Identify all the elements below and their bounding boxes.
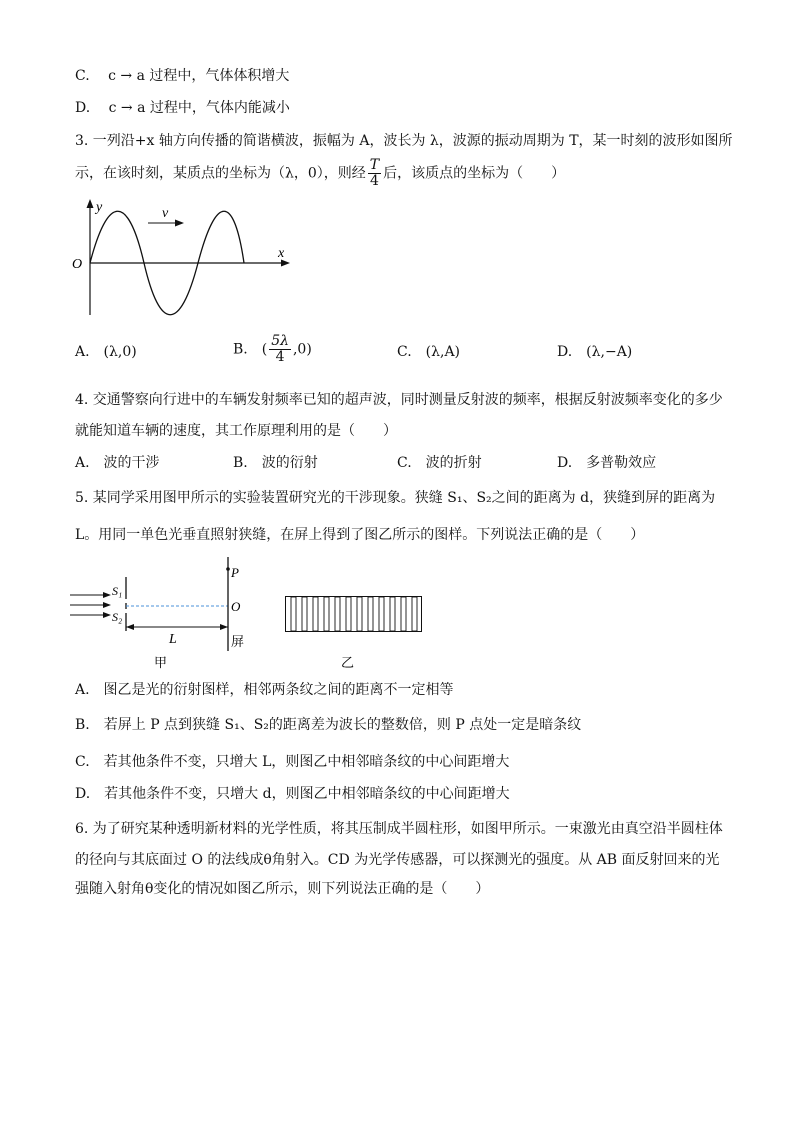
q3-option-b-fraction (269, 334, 291, 365)
q3-option-b-pre: B. ( (233, 341, 268, 358)
q3-option-d: D. (λ,−A) (557, 344, 633, 360)
q4-option-c: C. 波的折射 (397, 455, 482, 471)
q4-option-a: A. 波的干涉 (75, 455, 160, 471)
q2-option-d: D. c → a 过程中，气体内能减小 (75, 100, 290, 116)
q4-option-d: D. 多普勒效应 (557, 455, 657, 471)
q3-wave-figure (70, 195, 300, 320)
q3-stem-line2-post: 后，该质点的坐标为（ ） (383, 165, 566, 182)
q5-option-c: C. 若其他条件不变，只增大 L，则图乙中相邻暗条纹的中心间距增大 (75, 754, 510, 770)
velocity-arrowhead (175, 220, 184, 227)
fringe-stripe (313, 597, 318, 631)
distance-l-arrow-right (220, 624, 228, 630)
q4-stem-line2: 就能知道车辆的速度，其工作原理利用的是（ ） (75, 423, 397, 439)
q3-stem-line1: 3. 一列沿+x 轴方向传播的简谐横波，振幅为 A，波长为 λ，波源的振动周期为 T，某一时刻的波形如图所 (75, 133, 733, 149)
fringe-stripe (357, 597, 362, 631)
q2-option-c: C. c → a 过程中，气体体积增大 (75, 68, 290, 84)
fringe-stripe (324, 597, 329, 631)
q3-option-b (233, 334, 312, 365)
q3-option-b-den: 4 (275, 349, 285, 365)
q5-double-slit-figure (68, 555, 268, 673)
slit-s1-label: S₁ (112, 584, 123, 598)
light-ray-2-arrow (103, 602, 111, 608)
figure-yi-caption: 乙 (341, 655, 355, 670)
slit-s2-label: S₂ (112, 610, 123, 624)
x-axis-label: x (278, 246, 285, 261)
distance-l-arrow-left (126, 624, 134, 630)
q3-fraction-num: T (369, 157, 380, 173)
q3-option-a: A. (λ,0) (75, 344, 137, 360)
fringe-stripe (390, 597, 395, 631)
q3-option-b-post: ,0) (292, 341, 312, 358)
q6-stem-line3: 强随入射角θ变化的情况如图乙所示，则下列说法正确的是（ ） (75, 881, 490, 897)
q3-option-c: C. (λ,A) (397, 344, 461, 360)
fringe-stripe (379, 597, 384, 631)
q3-stem-line2 (75, 158, 565, 189)
q3-stem-line2-pre: 示，在该时刻，某质点的坐标为（λ，0），则经 (75, 165, 366, 182)
point-o-label: O (231, 599, 241, 614)
screen-label: 屏 (231, 634, 245, 649)
q3-option-b-num: 5λ (271, 333, 289, 349)
q5-stem-line2: L。用同一单色光垂直照射狭缝，在屏上得到了图乙所示的图样。下列说法正确的是（ ） (75, 527, 645, 543)
y-axis-label: y (96, 200, 103, 215)
light-ray-3-arrow (103, 612, 111, 618)
q4-stem-line1: 4. 交通警察向行进中的车辆发射频率已知的超声波，同时测量反射波的频率，根据反射波频率变化的多少 (75, 392, 723, 408)
light-ray-1-arrow (103, 592, 111, 598)
fringe-stripe (291, 597, 296, 631)
distance-l-label: L (169, 632, 177, 647)
y-axis-arrow (87, 199, 94, 208)
q5-option-b: B. 若屏上 P 点到狭缝 S₁、S₂的距离差为波长的整数倍，则 P 点处一定是暗条纹 (75, 717, 582, 733)
fringe-stripe (302, 597, 307, 631)
q6-stem-line2: 的径向与其底面过 O 的法线成θ角射入。CD 为光学传感器，可以探测光的强度。从 AB 面反射回来的光 (75, 852, 720, 868)
q5-fringe-pattern-figure (285, 596, 425, 673)
fringe-stripe (368, 597, 373, 631)
q4-option-b: B. 波的衍射 (233, 455, 318, 471)
point-p-label: P (231, 565, 239, 580)
fringe-stripe (401, 597, 406, 631)
q6-stem-line1: 6. 为了研究某种透明新材料的光学性质，将其压制成半圆柱形，如图甲所示。一束激光由真空沿半圆柱体 (75, 821, 723, 837)
fringe-stripe (412, 597, 417, 631)
fringe-stripe (335, 597, 340, 631)
q5-stem-line1: 5. 某同学采用图甲所示的实验装置研究光的干涉现象。狭缝 S₁、S₂之间的距离为 d，狭缝到屏的距离为 (75, 490, 716, 506)
fringe-stripe (346, 597, 351, 631)
velocity-label: v (162, 206, 169, 221)
q3-fraction-t-over-4 (368, 158, 381, 189)
origin-label: O (72, 257, 83, 272)
q3-fraction-den: 4 (369, 173, 379, 189)
q5-option-a: A. 图乙是光的衍射图样，相邻两条纹之间的距离不一定相等 (75, 682, 454, 698)
point-p-dot (226, 567, 230, 571)
q5-option-d: D. 若其他条件不变，只增大 d，则图乙中相邻暗条纹的中心间距增大 (75, 786, 510, 802)
figure-jia-caption: 甲 (154, 655, 168, 670)
